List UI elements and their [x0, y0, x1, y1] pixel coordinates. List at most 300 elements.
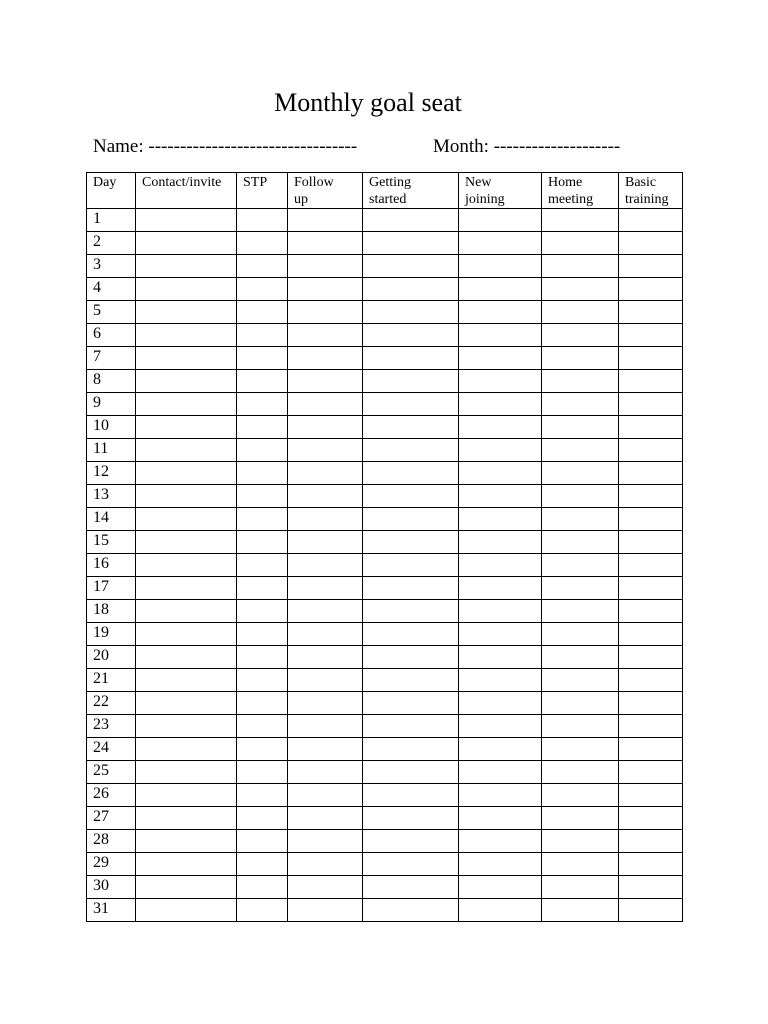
stp-entry-cell[interactable] — [237, 577, 288, 600]
stp-entry-cell[interactable] — [237, 899, 288, 922]
day-number-cell: 13 — [87, 485, 136, 508]
table-row — [87, 669, 683, 692]
home-meeting-entry-cell[interactable] — [542, 370, 619, 393]
contact-invite-entry-cell[interactable] — [136, 807, 237, 830]
getting-started-entry-cell[interactable] — [363, 232, 459, 255]
table-row — [87, 393, 683, 416]
basic-training-entry-cell[interactable] — [619, 393, 683, 416]
new-joining-entry-cell[interactable] — [459, 853, 542, 876]
day-number-cell: 24 — [87, 738, 136, 761]
stp-entry-cell[interactable] — [237, 876, 288, 899]
monthly-goal-table — [86, 172, 683, 922]
home-meeting-entry-cell[interactable] — [542, 232, 619, 255]
home-meeting-entry-cell[interactable] — [542, 531, 619, 554]
basic-training-entry-cell[interactable] — [619, 347, 683, 370]
contact-invite-entry-cell[interactable] — [136, 692, 237, 715]
table-header-row — [87, 173, 683, 209]
basic-training-entry-cell[interactable] — [619, 370, 683, 393]
follow-up-entry-cell[interactable] — [288, 899, 363, 922]
getting-started-entry-cell[interactable] — [363, 439, 459, 462]
header-contact-invite — [136, 173, 237, 209]
new-joining-entry-cell[interactable] — [459, 807, 542, 830]
contact-invite-entry-cell[interactable] — [136, 830, 237, 853]
home-meeting-entry-cell[interactable] — [542, 807, 619, 830]
getting-started-entry-cell[interactable] — [363, 416, 459, 439]
table-row — [87, 232, 683, 255]
stp-entry-cell[interactable] — [237, 853, 288, 876]
contact-invite-entry-cell[interactable] — [136, 462, 237, 485]
getting-started-entry-cell[interactable] — [363, 554, 459, 577]
table-row — [87, 554, 683, 577]
home-meeting-entry-cell[interactable] — [542, 485, 619, 508]
new-joining-entry-cell[interactable] — [459, 278, 542, 301]
follow-up-entry-cell[interactable] — [288, 232, 363, 255]
header-label: Contact/invite — [142, 175, 222, 190]
stp-entry-cell[interactable] — [237, 715, 288, 738]
getting-started-entry-cell[interactable] — [363, 738, 459, 761]
table-row — [87, 692, 683, 715]
getting-started-entry-cell[interactable] — [363, 807, 459, 830]
basic-training-entry-cell[interactable] — [619, 830, 683, 853]
day-number-cell: 7 — [87, 347, 136, 370]
day-number-cell: 28 — [87, 830, 136, 853]
new-joining-entry-cell[interactable] — [459, 784, 542, 807]
home-meeting-entry-cell[interactable] — [542, 899, 619, 922]
getting-started-entry-cell[interactable] — [363, 623, 459, 646]
new-joining-entry-cell[interactable] — [459, 623, 542, 646]
new-joining-entry-cell[interactable] — [459, 876, 542, 899]
follow-up-entry-cell[interactable] — [288, 623, 363, 646]
basic-training-entry-cell[interactable] — [619, 462, 683, 485]
home-meeting-entry-cell[interactable] — [542, 830, 619, 853]
follow-up-entry-cell[interactable] — [288, 784, 363, 807]
home-meeting-entry-cell[interactable] — [542, 784, 619, 807]
getting-started-entry-cell[interactable] — [363, 830, 459, 853]
getting-started-entry-cell[interactable] — [363, 853, 459, 876]
getting-started-entry-cell[interactable] — [363, 485, 459, 508]
basic-training-entry-cell[interactable] — [619, 784, 683, 807]
stp-entry-cell[interactable] — [237, 623, 288, 646]
follow-up-entry-cell[interactable] — [288, 600, 363, 623]
follow-up-entry-cell[interactable] — [288, 508, 363, 531]
new-joining-entry-cell[interactable] — [459, 899, 542, 922]
getting-started-entry-cell[interactable] — [363, 462, 459, 485]
table-row — [87, 485, 683, 508]
day-number-cell: 10 — [87, 416, 136, 439]
header-label: joining — [465, 192, 505, 207]
follow-up-entry-cell[interactable] — [288, 485, 363, 508]
follow-up-entry-cell[interactable] — [288, 715, 363, 738]
follow-up-entry-cell[interactable] — [288, 646, 363, 669]
follow-up-entry-cell[interactable] — [288, 669, 363, 692]
new-joining-entry-cell[interactable] — [459, 232, 542, 255]
stp-entry-cell[interactable] — [237, 738, 288, 761]
follow-up-entry-cell[interactable] — [288, 577, 363, 600]
follow-up-entry-cell[interactable] — [288, 554, 363, 577]
getting-started-entry-cell[interactable] — [363, 209, 459, 232]
stp-entry-cell[interactable] — [237, 278, 288, 301]
home-meeting-entry-cell[interactable] — [542, 554, 619, 577]
table-row — [87, 807, 683, 830]
header-follow-up — [288, 173, 363, 209]
contact-invite-entry-cell[interactable] — [136, 278, 237, 301]
new-joining-entry-cell[interactable] — [459, 669, 542, 692]
basic-training-entry-cell[interactable] — [619, 278, 683, 301]
header-label: Basic — [625, 175, 657, 190]
day-number-cell: 14 — [87, 508, 136, 531]
day-number-cell: 11 — [87, 439, 136, 462]
basic-training-entry-cell[interactable] — [619, 715, 683, 738]
header-label: Follow — [294, 175, 334, 190]
follow-up-entry-cell[interactable] — [288, 830, 363, 853]
basic-training-entry-cell[interactable] — [619, 209, 683, 232]
getting-started-entry-cell[interactable] — [363, 899, 459, 922]
contact-invite-entry-cell[interactable] — [136, 784, 237, 807]
header-label: Day — [93, 175, 117, 190]
contact-invite-entry-cell[interactable] — [136, 209, 237, 232]
stp-entry-cell[interactable] — [237, 508, 288, 531]
new-joining-entry-cell[interactable] — [459, 554, 542, 577]
stp-entry-cell[interactable] — [237, 393, 288, 416]
new-joining-entry-cell[interactable] — [459, 439, 542, 462]
day-number-cell: 3 — [87, 255, 136, 278]
follow-up-entry-cell[interactable] — [288, 807, 363, 830]
contact-invite-entry-cell[interactable] — [136, 324, 237, 347]
basic-training-entry-cell[interactable] — [619, 577, 683, 600]
new-joining-entry-cell[interactable] — [459, 761, 542, 784]
basic-training-entry-cell[interactable] — [619, 692, 683, 715]
getting-started-entry-cell[interactable] — [363, 393, 459, 416]
stp-entry-cell[interactable] — [237, 324, 288, 347]
follow-up-entry-cell[interactable] — [288, 393, 363, 416]
table-row — [87, 738, 683, 761]
follow-up-entry-cell[interactable] — [288, 761, 363, 784]
contact-invite-entry-cell[interactable] — [136, 876, 237, 899]
home-meeting-entry-cell[interactable] — [542, 600, 619, 623]
basic-training-entry-cell[interactable] — [619, 761, 683, 784]
follow-up-entry-cell[interactable] — [288, 738, 363, 761]
table-row — [87, 830, 683, 853]
home-meeting-entry-cell[interactable] — [542, 278, 619, 301]
basic-training-entry-cell[interactable] — [619, 255, 683, 278]
contact-invite-entry-cell[interactable] — [136, 393, 237, 416]
name-field-label: Name: --------------------------------- — [93, 136, 358, 157]
table-row — [87, 623, 683, 646]
stp-entry-cell[interactable] — [237, 600, 288, 623]
new-joining-entry-cell[interactable] — [459, 577, 542, 600]
day-number-cell: 25 — [87, 761, 136, 784]
contact-invite-entry-cell[interactable] — [136, 416, 237, 439]
contact-invite-entry-cell[interactable] — [136, 232, 237, 255]
basic-training-entry-cell[interactable] — [619, 301, 683, 324]
day-number-cell: 4 — [87, 278, 136, 301]
basic-training-entry-cell[interactable] — [619, 876, 683, 899]
getting-started-entry-cell[interactable] — [363, 301, 459, 324]
new-joining-entry-cell[interactable] — [459, 830, 542, 853]
basic-training-entry-cell[interactable] — [619, 899, 683, 922]
home-meeting-entry-cell[interactable] — [542, 508, 619, 531]
month-field-label: Month: -------------------- — [433, 136, 621, 157]
contact-invite-entry-cell[interactable] — [136, 738, 237, 761]
basic-training-entry-cell[interactable] — [619, 738, 683, 761]
basic-training-entry-cell[interactable] — [619, 646, 683, 669]
day-number-cell: 1 — [87, 209, 136, 232]
day-number-cell: 9 — [87, 393, 136, 416]
table-body — [87, 209, 683, 922]
table-row — [87, 209, 683, 232]
stp-entry-cell[interactable] — [237, 255, 288, 278]
follow-up-entry-cell[interactable] — [288, 876, 363, 899]
stp-entry-cell[interactable] — [237, 692, 288, 715]
home-meeting-entry-cell[interactable] — [542, 416, 619, 439]
stp-entry-cell[interactable] — [237, 439, 288, 462]
stp-entry-cell[interactable] — [237, 462, 288, 485]
follow-up-entry-cell[interactable] — [288, 324, 363, 347]
header-label: New — [465, 175, 492, 190]
day-number-cell: 16 — [87, 554, 136, 577]
table-row — [87, 462, 683, 485]
day-number-cell: 19 — [87, 623, 136, 646]
basic-training-entry-cell[interactable] — [619, 554, 683, 577]
getting-started-entry-cell[interactable] — [363, 324, 459, 347]
basic-training-entry-cell[interactable] — [619, 669, 683, 692]
header-day — [87, 173, 136, 209]
home-meeting-entry-cell[interactable] — [542, 646, 619, 669]
table-row — [87, 577, 683, 600]
stp-entry-cell[interactable] — [237, 531, 288, 554]
getting-started-entry-cell[interactable] — [363, 692, 459, 715]
follow-up-entry-cell[interactable] — [288, 416, 363, 439]
day-number-cell: 5 — [87, 301, 136, 324]
follow-up-entry-cell[interactable] — [288, 531, 363, 554]
follow-up-entry-cell[interactable] — [288, 347, 363, 370]
table-row — [87, 784, 683, 807]
home-meeting-entry-cell[interactable] — [542, 209, 619, 232]
contact-invite-entry-cell[interactable] — [136, 439, 237, 462]
follow-up-entry-cell[interactable] — [288, 209, 363, 232]
follow-up-entry-cell[interactable] — [288, 301, 363, 324]
getting-started-entry-cell[interactable] — [363, 278, 459, 301]
new-joining-entry-cell[interactable] — [459, 393, 542, 416]
new-joining-entry-cell[interactable] — [459, 370, 542, 393]
new-joining-entry-cell[interactable] — [459, 600, 542, 623]
contact-invite-entry-cell[interactable] — [136, 554, 237, 577]
day-number-cell: 20 — [87, 646, 136, 669]
stp-entry-cell[interactable] — [237, 646, 288, 669]
home-meeting-entry-cell[interactable] — [542, 301, 619, 324]
day-number-cell: 26 — [87, 784, 136, 807]
header-label: STP — [243, 175, 268, 190]
day-number-cell: 31 — [87, 899, 136, 922]
basic-training-entry-cell[interactable] — [619, 531, 683, 554]
stp-entry-cell[interactable] — [237, 370, 288, 393]
stp-entry-cell[interactable] — [237, 209, 288, 232]
home-meeting-entry-cell[interactable] — [542, 462, 619, 485]
day-number-cell: 30 — [87, 876, 136, 899]
table-row — [87, 255, 683, 278]
new-joining-entry-cell[interactable] — [459, 646, 542, 669]
getting-started-entry-cell[interactable] — [363, 531, 459, 554]
contact-invite-entry-cell[interactable] — [136, 899, 237, 922]
basic-training-entry-cell[interactable] — [619, 807, 683, 830]
new-joining-entry-cell[interactable] — [459, 508, 542, 531]
day-number-cell: 15 — [87, 531, 136, 554]
home-meeting-entry-cell[interactable] — [542, 669, 619, 692]
contact-invite-entry-cell[interactable] — [136, 669, 237, 692]
table-row — [87, 324, 683, 347]
getting-started-entry-cell[interactable] — [363, 761, 459, 784]
follow-up-entry-cell[interactable] — [288, 853, 363, 876]
table-row — [87, 439, 683, 462]
contact-invite-entry-cell[interactable] — [136, 715, 237, 738]
home-meeting-entry-cell[interactable] — [542, 393, 619, 416]
contact-invite-entry-cell[interactable] — [136, 646, 237, 669]
table-row — [87, 761, 683, 784]
new-joining-entry-cell[interactable] — [459, 347, 542, 370]
table-row — [87, 278, 683, 301]
day-number-cell: 27 — [87, 807, 136, 830]
contact-invite-entry-cell[interactable] — [136, 853, 237, 876]
table-row — [87, 715, 683, 738]
day-number-cell: 21 — [87, 669, 136, 692]
basic-training-entry-cell[interactable] — [619, 623, 683, 646]
home-meeting-entry-cell[interactable] — [542, 692, 619, 715]
header-new-joining — [459, 173, 542, 209]
getting-started-entry-cell[interactable] — [363, 669, 459, 692]
table-row — [87, 347, 683, 370]
home-meeting-entry-cell[interactable] — [542, 761, 619, 784]
new-joining-entry-cell[interactable] — [459, 301, 542, 324]
getting-started-entry-cell[interactable] — [363, 508, 459, 531]
basic-training-entry-cell[interactable] — [619, 416, 683, 439]
new-joining-entry-cell[interactable] — [459, 531, 542, 554]
getting-started-entry-cell[interactable] — [363, 600, 459, 623]
new-joining-entry-cell[interactable] — [459, 462, 542, 485]
follow-up-entry-cell[interactable] — [288, 692, 363, 715]
contact-invite-entry-cell[interactable] — [136, 761, 237, 784]
new-joining-entry-cell[interactable] — [459, 255, 542, 278]
basic-training-entry-cell[interactable] — [619, 324, 683, 347]
home-meeting-entry-cell[interactable] — [542, 324, 619, 347]
contact-invite-entry-cell[interactable] — [136, 623, 237, 646]
follow-up-entry-cell[interactable] — [288, 255, 363, 278]
basic-training-entry-cell[interactable] — [619, 853, 683, 876]
table-row — [87, 853, 683, 876]
stp-entry-cell[interactable] — [237, 830, 288, 853]
getting-started-entry-cell[interactable] — [363, 255, 459, 278]
getting-started-entry-cell[interactable] — [363, 646, 459, 669]
new-joining-entry-cell[interactable] — [459, 324, 542, 347]
header-getting-started — [363, 173, 459, 209]
header-label: Getting — [369, 175, 411, 190]
home-meeting-entry-cell[interactable] — [542, 853, 619, 876]
contact-invite-entry-cell[interactable] — [136, 600, 237, 623]
day-number-cell: 6 — [87, 324, 136, 347]
day-number-cell: 12 — [87, 462, 136, 485]
follow-up-entry-cell[interactable] — [288, 439, 363, 462]
home-meeting-entry-cell[interactable] — [542, 255, 619, 278]
stp-entry-cell[interactable] — [237, 784, 288, 807]
header-label: training — [625, 192, 669, 207]
home-meeting-entry-cell[interactable] — [542, 577, 619, 600]
basic-training-entry-cell[interactable] — [619, 508, 683, 531]
stp-entry-cell[interactable] — [237, 347, 288, 370]
basic-training-entry-cell[interactable] — [619, 485, 683, 508]
new-joining-entry-cell[interactable] — [459, 416, 542, 439]
new-joining-entry-cell[interactable] — [459, 715, 542, 738]
stp-entry-cell[interactable] — [237, 807, 288, 830]
contact-invite-entry-cell[interactable] — [136, 577, 237, 600]
follow-up-entry-cell[interactable] — [288, 370, 363, 393]
new-joining-entry-cell[interactable] — [459, 692, 542, 715]
contact-invite-entry-cell[interactable] — [136, 485, 237, 508]
header-home-meeting — [542, 173, 619, 209]
day-number-cell: 18 — [87, 600, 136, 623]
home-meeting-entry-cell[interactable] — [542, 623, 619, 646]
new-joining-entry-cell[interactable] — [459, 738, 542, 761]
home-meeting-entry-cell[interactable] — [542, 715, 619, 738]
stp-entry-cell[interactable] — [237, 485, 288, 508]
page-title: Monthly goal seat — [274, 88, 462, 117]
stp-entry-cell[interactable] — [237, 554, 288, 577]
contact-invite-entry-cell[interactable] — [136, 255, 237, 278]
table-row — [87, 899, 683, 922]
day-number-cell: 17 — [87, 577, 136, 600]
table-row — [87, 416, 683, 439]
table-row — [87, 531, 683, 554]
table-row — [87, 646, 683, 669]
day-number-cell: 22 — [87, 692, 136, 715]
getting-started-entry-cell[interactable] — [363, 715, 459, 738]
day-number-cell: 8 — [87, 370, 136, 393]
table-row — [87, 600, 683, 623]
stp-entry-cell[interactable] — [237, 301, 288, 324]
new-joining-entry-cell[interactable] — [459, 209, 542, 232]
contact-invite-entry-cell[interactable] — [136, 370, 237, 393]
header-label: started — [369, 192, 407, 207]
basic-training-entry-cell[interactable] — [619, 439, 683, 462]
home-meeting-entry-cell[interactable] — [542, 876, 619, 899]
home-meeting-entry-cell[interactable] — [542, 347, 619, 370]
getting-started-entry-cell[interactable] — [363, 577, 459, 600]
getting-started-entry-cell[interactable] — [363, 784, 459, 807]
stp-entry-cell[interactable] — [237, 232, 288, 255]
home-meeting-entry-cell[interactable] — [542, 738, 619, 761]
contact-invite-entry-cell[interactable] — [136, 301, 237, 324]
table-row — [87, 370, 683, 393]
follow-up-entry-cell[interactable] — [288, 278, 363, 301]
getting-started-entry-cell[interactable] — [363, 876, 459, 899]
follow-up-entry-cell[interactable] — [288, 462, 363, 485]
stp-entry-cell[interactable] — [237, 669, 288, 692]
stp-entry-cell[interactable] — [237, 761, 288, 784]
header-label: meeting — [548, 192, 594, 207]
basic-training-entry-cell[interactable] — [619, 232, 683, 255]
header-basic-training — [619, 173, 683, 209]
day-number-cell: 2 — [87, 232, 136, 255]
getting-started-entry-cell[interactable] — [363, 347, 459, 370]
contact-invite-entry-cell[interactable] — [136, 508, 237, 531]
home-meeting-entry-cell[interactable] — [542, 439, 619, 462]
stp-entry-cell[interactable] — [237, 416, 288, 439]
table-row — [87, 301, 683, 324]
new-joining-entry-cell[interactable] — [459, 485, 542, 508]
getting-started-entry-cell[interactable] — [363, 370, 459, 393]
basic-training-entry-cell[interactable] — [619, 600, 683, 623]
contact-invite-entry-cell[interactable] — [136, 531, 237, 554]
contact-invite-entry-cell[interactable] — [136, 347, 237, 370]
header-stp — [237, 173, 288, 209]
